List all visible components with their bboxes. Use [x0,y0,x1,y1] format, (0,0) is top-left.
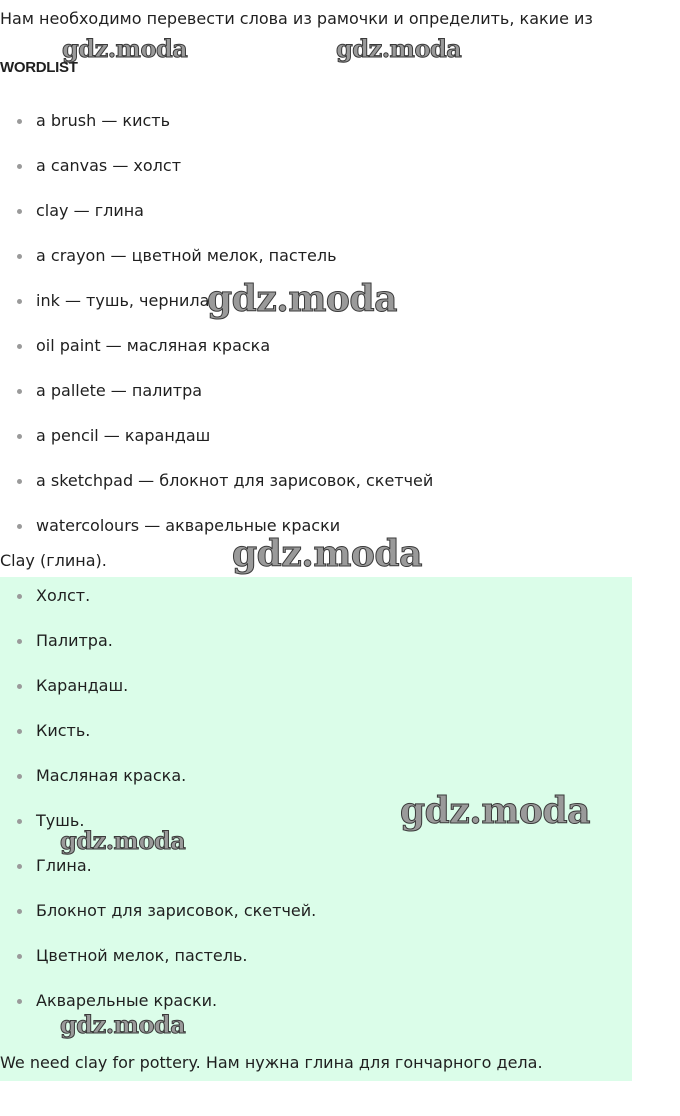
list-item [0,245,433,290]
bullet-icon [17,774,22,779]
answer-item-text: Масляная краска. [36,766,187,785]
intro-text: Нам необходимо перевести слова из рамочки и определить, какие из [0,9,593,28]
list-item-text: ink — тушь, чернила [36,291,210,310]
bullet-icon [17,684,22,689]
bullet-icon [17,119,22,124]
list-item-text: a sketchpad — блокнот для зарисовок, скетчей [36,471,434,490]
answer-item-text: Цветной мелок, пастель. [36,946,248,965]
final-sentence: We need clay for pottery. Нам нужна глина для гончарного дела. [0,1053,543,1072]
answer-item-text: Блокнот для зарисовок, скетчей. [36,901,317,920]
list-item [0,110,433,155]
list-item-text: a brush — кисть [36,111,171,130]
bullet-icon [17,344,22,349]
bullet-icon [17,524,22,529]
watermark: gdz.moda [400,790,590,832]
watermark: gdz.moda [60,826,186,855]
answer-item-text: Акварельные краски. [36,991,218,1010]
answer-item-text: Палитра. [36,631,113,650]
bullet-icon [17,999,22,1004]
answer-item-text: Тушь. [36,811,85,830]
watermark: gdz.moda [207,278,397,320]
list-item-text: clay — глина [36,201,144,220]
bullet-icon [17,254,22,259]
wordlist-heading: WORDLIST [0,59,78,76]
list-item-text: a canvas — холст [36,156,182,175]
watermark: gdz.moda [62,34,188,63]
watermark: gdz.moda [232,533,422,575]
bullet-icon [17,864,22,869]
watermark: gdz.moda [336,34,462,63]
answer-item [0,855,316,900]
bullet-icon [17,479,22,484]
answer-item [0,585,316,630]
list-item [0,380,433,425]
answer-list [0,585,316,1035]
list-item-text: a pallete — палитра [36,381,203,400]
answer-item [0,945,316,990]
answer-item [0,810,316,855]
bullet-icon [17,209,22,214]
list-item [0,470,433,515]
list-item [0,425,433,470]
answer-item [0,630,316,675]
list-item [0,290,433,335]
list-item-text: watercolours — акварельные краски [36,516,341,535]
answer-item [0,720,316,765]
answer-item-text: Глина. [36,856,92,875]
bullet-icon [17,299,22,304]
list-item [0,335,433,380]
answer-line: Clay (глина). [0,551,107,570]
wordlist [0,110,433,560]
bullet-icon [17,434,22,439]
answer-item [0,900,316,945]
watermark: gdz.moda [60,1010,186,1039]
bullet-icon [17,594,22,599]
bullet-icon [17,164,22,169]
list-item [0,200,433,245]
answer-item [0,675,316,720]
list-item-text: a crayon — цветной мелок, пастель [36,246,337,265]
list-item [0,155,433,200]
answer-item-text: Карандаш. [36,676,129,695]
answer-item [0,765,316,810]
bullet-icon [17,819,22,824]
list-item-text: a pencil — карандаш [36,426,211,445]
answer-item-text: Холст. [36,586,91,605]
bullet-icon [17,954,22,959]
bullet-icon [17,389,22,394]
bullet-icon [17,909,22,914]
answer-item [0,990,316,1035]
bullet-icon [17,639,22,644]
bullet-icon [17,729,22,734]
list-item-text: oil paint — масляная краска [36,336,271,355]
answer-item-text: Кисть. [36,721,91,740]
